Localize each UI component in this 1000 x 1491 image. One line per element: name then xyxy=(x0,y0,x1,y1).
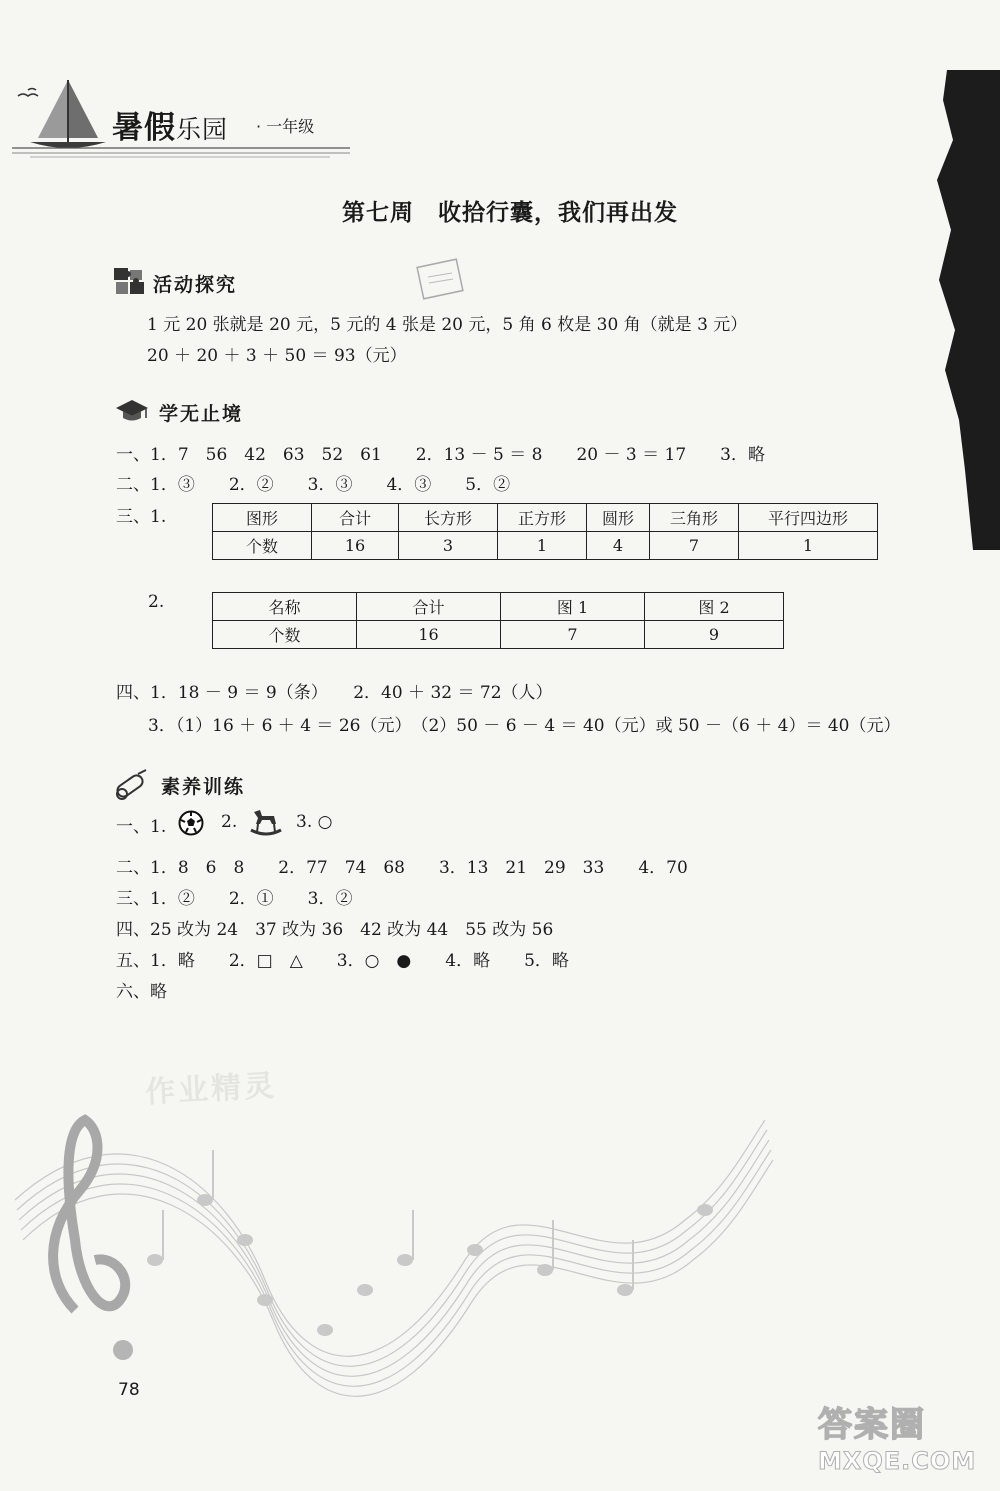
table-row xyxy=(213,621,784,649)
rocking-horse-icon xyxy=(248,806,284,838)
table-cell: 平行四边形 xyxy=(739,504,878,532)
activity-line-1: 1 元 20 张就是 20 元，5 元的 4 张是 20 元，5 角 6 枚是 30 角（就是 3 元） xyxy=(147,315,748,335)
brand-title xyxy=(112,102,228,147)
watermark-top-text: 答案圈 xyxy=(818,1405,926,1445)
training-q1-end: 3. ○ xyxy=(296,812,333,832)
training-q4: 四、25 改为 24 37 改为 36 42 改为 44 55 改为 56 xyxy=(116,920,554,940)
table-cell: 图 2 xyxy=(645,593,784,621)
table-cell: 三角形 xyxy=(650,504,739,532)
section-title-learning: 学无止境 xyxy=(159,403,244,425)
table-cell: 7 xyxy=(501,621,645,649)
torn-paper-edge xyxy=(925,70,1000,550)
soccer-ball-icon xyxy=(178,810,204,836)
shape-count-table xyxy=(212,503,878,560)
table-cell: 7 xyxy=(650,532,739,560)
table-cell: 圆形 xyxy=(587,504,650,532)
puzzle-icon xyxy=(112,266,146,296)
page-number: 78 xyxy=(118,1380,140,1400)
table-row xyxy=(213,593,784,621)
brand-sub: 乐园 xyxy=(176,115,229,144)
section-title-activity: 活动探究 xyxy=(153,274,238,296)
training-q5: 五、1．略 2．□ △ 3．○ ● 4．略 5．略 xyxy=(116,951,569,971)
learning-q1: 一、1．7 56 42 63 52 61 2．13 － 5 ＝ 8 20 － 3 ＝ 17 3．略 xyxy=(116,445,765,465)
table-row xyxy=(213,532,878,560)
faint-watermark-text: 作业精灵 xyxy=(144,1068,279,1111)
table-cell: 1 xyxy=(498,532,587,560)
table-cell: 合计 xyxy=(357,593,501,621)
table-row xyxy=(213,504,878,532)
table-cell: 个数 xyxy=(213,621,357,649)
brand-main: 暑假 xyxy=(112,110,176,146)
learning-q2: 二、1．③ 2．② 3．③ 4．③ 5．② xyxy=(116,475,511,495)
training-q6: 六、略 xyxy=(116,982,167,1002)
learning-q4-line1: 四、1．18 － 9 ＝ 9（条） 2．40 ＋ 32 ＝ 72（人） xyxy=(116,683,553,703)
table-cell: 图 1 xyxy=(501,593,645,621)
watermark-bottom-text: MXQE.COM xyxy=(818,1447,977,1475)
table-cell: 9 xyxy=(645,621,784,649)
name-count-table xyxy=(212,592,784,649)
learning-q3-2-label: 2. xyxy=(148,592,165,612)
table-cell: 名称 xyxy=(213,593,357,621)
learning-q4-line2: 3．（1）16 ＋ 6 ＋ 4 ＝ 26（元） （2）50 － 6 － 4 ＝ 40（元）或 50 －（6 ＋ 4）＝ 40（元） xyxy=(148,716,901,736)
training-q2: 二、1．8 6 8 2．77 74 68 3．13 21 29 33 4．70 xyxy=(116,858,688,878)
section-title-training: 素养训练 xyxy=(161,776,246,798)
exercise-book-icon xyxy=(412,255,474,303)
table-cell: 正方形 xyxy=(498,504,587,532)
page-title: 第七周 收拾行囊，我们再出发 xyxy=(342,200,678,226)
training-q3: 三、1．② 2．① 3．② xyxy=(116,889,353,909)
learning-q3-label: 三、1. xyxy=(116,507,167,527)
site-watermark xyxy=(790,1395,990,1485)
table-cell: 16 xyxy=(357,621,501,649)
table-cell: 3 xyxy=(399,532,498,560)
brand-grade: · 一年级 xyxy=(256,117,315,136)
diploma-icon xyxy=(112,768,152,802)
table-cell: 合计 xyxy=(312,504,399,532)
table-cell: 4 xyxy=(587,532,650,560)
table-cell: 1 xyxy=(739,532,878,560)
activity-line-2: 20 ＋ 20 ＋ 3 ＋ 50 ＝ 93（元） xyxy=(147,346,407,366)
table-cell: 个数 xyxy=(213,532,312,560)
training-q1-prefix: 一、1. xyxy=(116,817,167,837)
graduation-cap-icon xyxy=(114,398,150,424)
training-q1-mid: 2. xyxy=(221,812,238,832)
table-cell: 16 xyxy=(312,532,399,560)
table-cell: 图形 xyxy=(213,504,312,532)
table-cell: 长方形 xyxy=(399,504,498,532)
